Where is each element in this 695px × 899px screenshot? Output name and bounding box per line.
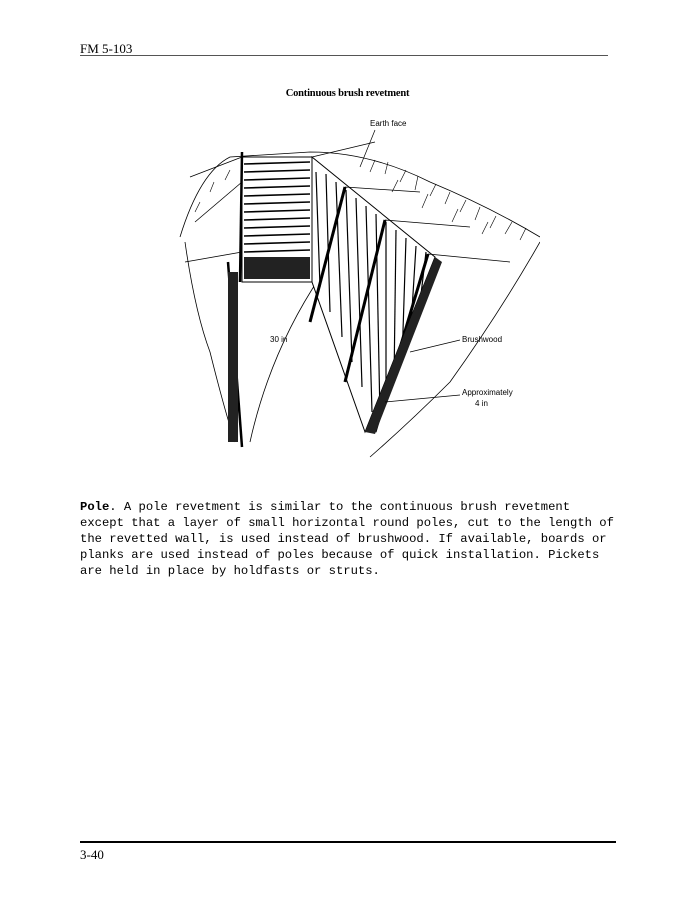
body-paragraph	[80, 499, 620, 579]
label-approximately: Approximately	[462, 388, 513, 397]
footer-rule	[80, 841, 616, 843]
page-number: 3-40	[80, 847, 104, 862]
right-wall-brush	[310, 157, 442, 434]
paragraph-text: . A pole revetment is similar to the continuous brush revetment except that a layer of small horizontal round poles, cut to the length of the revetted wall, is used instead of brushwood. If available, boards or planks are used instead of poles because of quick installation. Pickets are held in place by holdfasts or struts.	[80, 500, 614, 578]
running-header: FM 5-103	[80, 41, 133, 56]
header-rule	[80, 55, 608, 56]
label-depth: 30 in	[270, 335, 288, 344]
back-wall-brush	[242, 157, 312, 282]
trench-revetment-illustration	[170, 112, 540, 477]
label-earth-face: Earth face	[370, 119, 407, 128]
label-four-inches: 4 in	[475, 399, 488, 408]
left-wall-brush-edge	[228, 272, 238, 442]
figure-title: Continuous brush revetment	[285, 88, 410, 99]
term-pole: Pole	[80, 500, 110, 514]
label-brushwood: Brushwood	[462, 335, 503, 344]
